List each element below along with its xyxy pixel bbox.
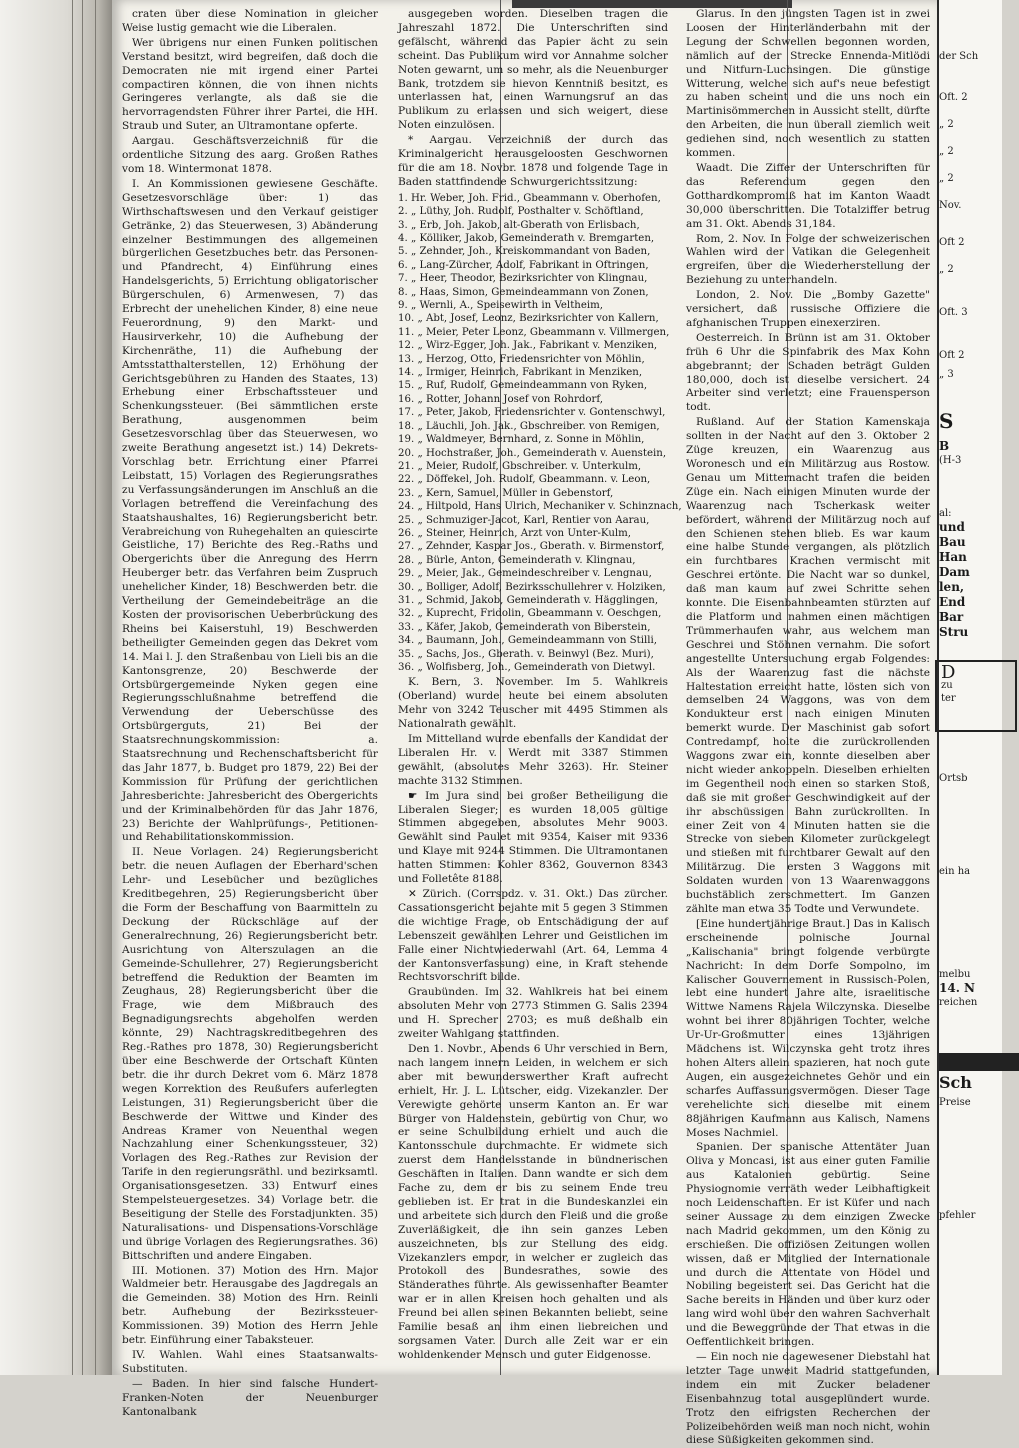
juror-entry: 27. „ Zehnder, Kaspar Jos., Gberath. v. Birmenstorf, xyxy=(398,541,665,553)
column-3 xyxy=(686,8,930,1447)
edge-text: Bar xyxy=(939,610,964,624)
article-paragraph: Aargau. Geschäftsverzeichniß für die ordentliche Sitzung des aarg. Großen Rathes vom 18. Wintermonat 1878. xyxy=(122,135,378,175)
article-paragraph: Glarus. In den jüngsten Tagen ist in zwei Loosen der Hinterländerbahn mit der Legung der Schwellen begonnen worden, nämlich auf der Strecke Ennenda-Mitlödi und Nitfurn-Luchsingen. Die günstige Witterung, welche sich auf's neue befestigt zu haben scheint und die uns noch ein Martinisömmerchen in Aussicht stellt, dürfte den Arbeiten, die nun überall ziemlich weit gediehen sind, noch wesentlich zu statten kommen. xyxy=(686,8,930,160)
edge-text: Nov. xyxy=(939,200,962,211)
juror-entry: 18. „ Läuchli, Joh. Jak., Gbschreiber. von Remigen, xyxy=(398,420,660,432)
juror-entry: 17. „ Peter, Jakob, Friedensrichter v. Gontenschwyl, xyxy=(398,407,666,419)
article-paragraph: Den 1. Novbr., Abends 6 Uhr verschied in Bern, nach langem innern Leiden, in welchem er sich aber mit bewunderswerther Kraft aufrecht erhielt, Hr. J. L. Lütscher, eidg. Vizekanzler. Der Verewigte gehörte unserm Kanton an. Er war Bürger von Haldenstein, gebürtig von Chur, wo er seine Schulbildung erhielt und auch die Kantonsschule durchmachte. Er widmete sich zuerst dem Handelsstande in bündnerischen Geschäften in Italien. Dann wandte er sich dem Fache zu, dem er bis zu seinem Ende treu geblieben ist. Er trat in die Bundeskanzlei ein und arbeitete sich durch den Fleiß und die große Zuverläßigkeit, die ihn sein ganzes Leben auszeichneten, bis zur Stellung des eidg. Vizekanzlers empor, in welcher er zugleich das Protokoll des Bundesrathes, sowie des Ständerathes führte. Als gewissenhafter Beamter war er in allen Kreisen hoch gehalten und als Freund bei allen seinen Bekannten beliebt, seine Familie besaß an ihm einen liebreichen und sorgsamen Vater. Durch alle Zeit war er ein wohldenkender Mensch und guter Eidgenosse. xyxy=(398,1042,668,1361)
juror-entry: 26. „ Steiner, Heinrich, Arzt von Unter-Kulm, xyxy=(398,527,632,539)
article-paragraph: Wer übrigens nur einen Funken politischen Verstand besitzt, wird begreifen, daß doch die Democraten nie mit irgend einer Partei compactiren können, die von ihnen nichts Geringeres verlangte, als daß sie die hervorragendsten Führer ihrer Partei, die HH. Straub und Suter, an Ultramontane opferte. xyxy=(122,36,378,133)
edge-text: „ 3 xyxy=(939,369,954,380)
juror-entry: 25. „ Schmuziger-Jacot, Karl, Rentier von Aarau, xyxy=(398,514,650,526)
juror-entry: 7. „ Heer, Theodor, Bezirksrichter von Klingnau, xyxy=(398,273,648,285)
edge-text: melbu xyxy=(939,969,971,980)
edge-boxed-ad xyxy=(935,660,1017,732)
edge-text: „ 2 xyxy=(939,119,954,130)
juror-entry: 24. „ Hiltpold, Hans Ulrich, Mechaniker v. Schinznach, xyxy=(398,501,682,513)
edge-heading: S xyxy=(939,409,954,433)
article-paragraph: [Eine hundertjährige Braut.] Das in Kalisch erscheinende polnische Journal „Kalischania" bringt folgende verbürgte Nachricht: In dem Dorfe Sompolno, im Kalischer Gouvernement in Russisch-Polen, lebt eine hundert Jahre alte, israelitische Wittwe Namens Rajela Wilczynska. Dieselbe wohnt bei ihrer 80jährigen Tochter, welche Ur-Ur-Großmutter eines 13jährigen Mädchens ist. Wilczynska geht trotz ihres hohen Alters allein spazieren, hat noch gute Augen, ein ausgezeichnetes Gehör und ein scharfes Auffassungsvermögen. Dieser Tage verehelichte sich dieselbe mit einem 88jährigen Kaufmann aus Kalisch, Namens Moses Nachmiel. xyxy=(686,917,930,1139)
juror-entry: 9. „ Wernli, A., Speisewirth in Veltheim, xyxy=(398,300,604,312)
juror-entry: 33. „ Käfer, Jakob, Gemeinderath von Biberstein, xyxy=(398,621,651,633)
article-paragraph: Rußland. Auf der Station Kamenskaja sollten in der Nacht auf den 3. Oktober 2 Züge kreuzen, ein Waarenzug aus Woronesch und ein Militärzug aus Rostow. Genau um Mitternacht trafen die beiden Züge ein. Nach einigen Minuten wurde der Waarenzug nach Tscherkask weiter befördert, während der Militärzug noch auf den Schienen stehen blieb. Es war kaum eine halbe Stunde vergangen, als plötzlich ein furchtbares Krachen vermischt mit Geschrei ertönte. Die Nacht war so dunkel, daß man kaum auf zwei Schritte sehen konnte. Die Eisenbahnbeamten stürzten auf die Platform und nahmen einen mächtigen Trümmerhaufen wahr, aus welchem man Geschrei und Stöhnen vernahm. Die sofort angestellte Untersuchung ergab Folgendes: Als der Waarenzug fast die nächste Haltestation erreicht hatte, lösten sich von demselben 24 Waggons, was von dem Kondukteur erst nach einigen Minuten bemerkt wurde. Der Maschinist gab sofort Contredampf, holte die zurückrollenden Waggons zwar ein, konnte dieselben aber nicht wieder ankoppeln. Dieselben erhielten im Gegentheil noch einen so starken Stoß, daß sie mit großer Geschwindigkeit auf der ihr abschüssigen Bahn zurückrollten. In einer Zeit von 4 Minuten hatten sie die Strecke von sieben Kilometer zurückgelegt und stießen mit furchtbarer Gewalt auf den Militärzug. Die ersten 3 Waggons mit Soldaten wurden von 13 Waarenwaggons buchstäblich zerschmettert. Im Ganzen zählte man etwa 35 Todte und Verwundete. xyxy=(686,416,930,915)
edge-text: (H-3 xyxy=(939,455,962,466)
article-paragraph: Waadt. Die Ziffer der Unterschriften für das Referendum gegen den Gotthardkompromiß hat im Kanton Waadt 30,000 überschritten. Die Totalziffer betrug am 31. Okt. Abends 31,184. xyxy=(686,161,930,230)
article-paragraph: IV. Wahlen. Wahl eines Staatsanwalts-Substituten. xyxy=(122,1349,378,1375)
edge-text: Han xyxy=(939,550,967,564)
newspaper-page xyxy=(112,0,937,1447)
juror-entry: 19. „ Waldmeyer, Bernhard, z. Sonne in Möhlin, xyxy=(398,434,645,446)
edge-text: reichen xyxy=(939,997,978,1008)
edge-text: D xyxy=(941,662,956,683)
juror-entry: 21. „ Meier, Rudolf, Gbschreiber. v. Unterkulm, xyxy=(398,460,642,472)
edge-text: End xyxy=(939,595,966,609)
edge-text: „ 2 xyxy=(939,146,954,157)
edge-text: und xyxy=(939,520,965,534)
juror-entry: 32. „ Kuprecht, Fridolin, Gbeammann v. Oeschgen, xyxy=(398,608,662,620)
juror-entry: 13. „ Herzog, Otto, Friedensrichter von Möhlin, xyxy=(398,353,645,365)
juror-entry: 3. „ Erb, Joh. Jakob, alt-Gberath von Erlisbach, xyxy=(398,219,640,231)
juror-entry: 12. „ Wirz-Egger, Joh. Jak., Fabrikant v. Menziken, xyxy=(398,340,658,352)
article-paragraph: * Aargau. Verzeichniß der durch das Kriminalgericht herausgeloosten Geschwornen für die am 18. Novbr. 1878 und folgende Tage in Baden stattfindende Schwurgerichtssitzung: xyxy=(398,134,668,188)
article-paragraph: III. Motionen. 37) Motion des Hrn. Major Waldmeier betr. Herausgabe des Jagdregals an die Gemeinden. 38) Motion des Hrn. Reinli betr. Aufhebung der Bezirkssteuer-Kommissionen. 39) Motion des Herrn Jehle betr. Einführung einer Tabaksteuer. xyxy=(122,1264,378,1347)
edge-text: Stru xyxy=(939,625,969,639)
juror-entry: 31. „ Schmid, Jakob, Gemeinderath v. Hägglingen, xyxy=(398,594,659,606)
juror-entry: 5. „ Zehnder, Joh., Kreiskommandant von Baden, xyxy=(398,246,651,258)
article-paragraph: Oesterreich. In Brünn ist am 31. Oktober früh 6 Uhr die Spinfabrik des Max Kohn abgebrannt; der Schaden beträgt Gulden 180,000, doch ist dieselbe versichert. 24 Arbeiter sind verletzt; eine Frauensperson todt. xyxy=(686,331,930,414)
column-1 xyxy=(122,8,378,1418)
juror-entry: 10. „ Abt, Josef, Leonz, Bezirksrichter von Kallern, xyxy=(398,313,659,325)
column-2 xyxy=(398,8,682,1363)
article-paragraph: Graubünden. Im 32. Wahlkreis hat bei einem absoluten Mehr von 2773 Stimmen G. Salis 2394 und H. Sprecher 2703; es muß deßhalb ein zweiter Wahlgang stattfinden. xyxy=(398,986,668,1041)
edge-text: „ 2 xyxy=(939,173,954,184)
article-paragraph: — Ein noch nie dagewesener Diebstahl hat letzter Tage unweit Madrid stattgefunden, indem ein mit Zucker beladener Eisenbahnzug total ausgeplündert wurde. Trotz den eifrigsten Recherchen der Polizeibehörden weiß man noch nicht, wohin diese Süßigkeiten gekommen sind. xyxy=(686,1351,930,1447)
juror-entry: 4. „ Kölliker, Jakob, Gemeinderath v. Bremgarten, xyxy=(398,233,655,244)
edge-text: ter xyxy=(941,693,956,704)
edge-text: Preise xyxy=(939,1097,971,1108)
article-paragraph: Im Mittelland wurde ebenfalls der Kandidat der Liberalen Hr. v. Werdt mit 3387 Stimmen gewählt, (absolutes Mehr 3263). Hr. Steiner machte 3132 Stimmen. xyxy=(398,733,668,787)
juror-entry: 8. „ Haas, Simon, Gemeindeammann von Zonen, xyxy=(398,286,649,298)
top-dark-strip xyxy=(512,0,792,8)
article-paragraph: Spanien. Der spanische Attentäter Juan Oliva y Moncasi, ist aus einer guten Familie aus Katalonien gebürtig. Seine Physiognomie verräth weder Leibhaftigkeit noch Leidenschaften. Er ist Küfer und nach seiner Aussage zu dem einzigen Zwecke nach Madrid gekommen, um den König zu erschießen. Die offiziösen Zeitungen wollen wissen, daß er Mitglied der Internationale und durch die Attentate von Hödel und Nobiling begeistert sei. Das Gericht hat die Sache bereits in Händen und über kurz oder lang wird wohl über den wahren Sachverhalt und die Beweggründe der That etwas in die Oeffentlichkeit bringen. xyxy=(686,1141,930,1349)
edge-text: Oft. 3 xyxy=(939,307,968,318)
juror-entry: 14. „ Irmiger, Heinrich, Fabrikant in Menziken, xyxy=(398,367,643,379)
adjacent-page-edge xyxy=(937,0,1002,1375)
juror-list xyxy=(398,192,682,675)
juror-entry: 6. „ Lang-Zürcher, Adolf, Fabrikant in Oftringen, xyxy=(398,259,649,271)
juror-entry: 30. „ Bolliger, Adolf, Bezirksschullehrer v. Holziken, xyxy=(398,581,666,593)
edge-text: B xyxy=(939,439,950,453)
edge-text: der Sch xyxy=(939,51,979,62)
article-paragraph: craten über diese Nomination in gleicher Weise lustig gemacht wie die Liberalen. xyxy=(122,8,378,34)
juror-entry: 11. „ Meier, Peter Leonz, Gbeammann v. Villmergen, xyxy=(398,326,670,338)
juror-entry: 22. „ Döffekel, Joh. Rudolf, Gbeammann. v. Leon, xyxy=(398,474,651,486)
edge-text: Dam xyxy=(939,565,970,579)
edge-text: Ortsb xyxy=(939,773,968,784)
article-paragraph: London, 2. Nov. Die „Bomby Gazette" versichert, daß russische Offiziere die afghanischen Truppen einexerziren. xyxy=(686,289,930,329)
article-paragraph: II. Neue Vorlagen. 24) Regierungsbericht betr. die neuen Auflagen der Eberhard'schen Lehr- und Lesebücher und bezügliches Kreditbegehren, 25) Regierungsbericht über die Form der Beschaffung von Baarmitteln zu Deckung der Rückschläge auf der Generalrechnung, 26) Regierungsbericht betr. Ausrichtung von Alterszulagen an die Gemeinde-Schullehrer, 27) Regierungsbericht betreffend die Reduktion der Beamten im Zeughaus, 28) Regierungsbericht über die Frage, wie dem Mißbrauch des Begnadigungsrechts abgeholfen werden könnte, 29) Nachtragskreditbegehren des Reg.-Rathes pro 1878, 30) Regierungsbericht über eine Beschwerde der Ortschaft Künten betr. die ihr durch Dekret vom 6. März 1878 wegen Korrektion des Reußufers auferlegten Leistungen, 31) Regierungsbericht über die Beschwerde der Wittwe und Kinder des Andreas Kramer von Neuenthal wegen Nachzahlung einer Schenkungssteuer, 32) Vorlagen des Reg.-Rathes zur Revision der Tarife in den regierungsräthl. und bezirksamtl. Organisationsgesetzen. 33) Entwurf eines Stempelsteuergesetzes. 34) Vorlage betr. die Beseitigung der Stelle des Forstadjunkten. 35) Naturalisations- und Dispensations-Vorschläge und übrige Vorlagen des Regierungsrathes. 36) Bittschriften und andere Eingaben. xyxy=(122,846,378,1262)
juror-entry: 2. „ Lüthy, Joh. Rudolf, Posthalter v. Schöftland, xyxy=(398,206,644,218)
article-paragraph: K. Bern, 3. November. Im 5. Wahlkreis (Oberland) wurde heute bei einem absoluten Mehr von 3242 Teuscher mit 4495 Stimmen als Nationalrath gewählt. xyxy=(398,676,668,731)
edge-text: „ 2 xyxy=(939,264,954,275)
edge-text: Oft 2 xyxy=(939,237,965,248)
edge-text: Oft 2 xyxy=(939,350,965,361)
juror-entry: 1. Hr. Weber, Joh. Frid., Gbeammann v. Oberhofen, xyxy=(398,192,661,204)
edge-text: ein ha xyxy=(939,866,971,877)
edge-black-bar xyxy=(939,1053,1019,1071)
juror-entry: 20. „ Hochstraßer, Joh., Gemeinderath v. Auenstein, xyxy=(398,447,667,459)
juror-entry: 29. „ Meier, Jak., Gemeindeschreiber v. Lengnau, xyxy=(398,568,652,580)
edge-text: al: xyxy=(939,508,952,519)
juror-entry: 16. „ Rotter, Johann Josef von Rohrdorf, xyxy=(398,393,603,405)
edge-text: len, xyxy=(939,580,965,594)
juror-entry: 36. „ Wolfisberg, Joh., Gemeinderath von Dietwyl. xyxy=(398,662,656,673)
book-binding xyxy=(0,0,112,1375)
edge-text: Bau xyxy=(939,535,966,549)
juror-entry: 15. „ Ruf, Rudolf, Gemeindeammann von Ryken, xyxy=(398,380,648,392)
edge-text: zu xyxy=(941,680,953,691)
juror-entry: 23. „ Kern, Samuel, Müller in Gebenstorf, xyxy=(398,487,614,499)
edge-text: Oft. 2 xyxy=(939,92,968,103)
article-paragraph: ✕ Zürich. (Corrspdz. v. 31. Okt.) Das zürcher. Cassationsgericht bejahte mit 5 gegen 3 Stimmen die wichtige Frage, ob Entschädigung der auf Lebenszeit gewählten Lehrer und Geistlichen im Falle einer Nichtwiederwahl (Art. 64, Lemma 4 der Kantonsverfassung) eine, in Kraft stehende Rechtsvorschrift bilde. xyxy=(398,888,668,984)
edge-text: 14. N xyxy=(939,981,976,995)
edge-text: Sch xyxy=(939,1073,972,1092)
juror-entry: 35. „ Sachs, Jos., Gberath. v. Beinwyl (Bez. Muri), xyxy=(398,648,654,660)
article-paragraph: I. An Kommissionen gewiesene Geschäfte. Gesetzesvorschläge über: 1) das Wirthschaftswesen und den Verkauf geistiger Getränke, 2) das Steuerwesen, 3) Abänderung einzelner Bestimmungen des allgemeinen bürgerlichen Gesetzbuches betr. das Personen- und Pfandrecht, 4) Einführung eines Handelsgerichts, 5) Errichtung obligatorischer Bürgerschulen, 6) Armenwesen, 7) das Erbrecht der unehelichen Kinder, 8) eine neue Feuerordnung, 9) den Markt- und Hausirverkehr, 10) die Aufhebung der Kirchenräthe, 11) die Aufhebung der Amtsstatthalterstellen, 12) Erhöhung der Gerichtsgebühren zu Handen des Staates, 13) Erhebung einer Erbschaftssteuer und Schenkungssteuer. (Bei sämmtlichen erste Berathung, ausgenommen beim Gesetzesvorschlag über das Steuerwesen, wo zweite Berathung angesetzt ist.) 14) Dekrets-Vorschlag betr. Errichtung einer Pfarrei Leibstatt, 15) Vorlagen des Regierungsrathes zu Verfassungsänderungen im Anschluß an die Vorlagen betreffend die Vereinfachung des Staatshaushaltes, 16) Regierungsbericht betr. Verabreichung von Ruhegehalten an quiescirte Geistliche, 17) Berichte des Reg.-Raths und Obergerichts über die Anregung des Herrn Heuberger betr. das Verfahren beim Zuspruch unehelicher Kinder, 18) Beschwerden betr. die Vertheilung der Gemeindebeiträge an die Kosten der provisorischen Ueberbrückung des Rheins bei Kaiserstuhl, 19) Beschwerden betheiligter Gemeinden gegen das Dekret vom 14. Mai l. J. den Straßenbau von Lieli bis an die Kantonsgrenze, 20) Beschwerde der Ortsbürgergemeinde Nyken gegen eine Regierungsschlußnahme betreffend die Verwendung der Ueberschüsse des Ortsbürgerguts, 21) Bei der Staatsrechnungskommission: a. Staatsrechnung und Rechenschaftsbericht für das Jahr 1877, b. Budget pro 1879, 22) Bei der Kommission für Prüfung der gerichtlichen Jahresberichte: Jahresbericht des Obergerichts und der Kriminalbehörden für das Jahr 1876, 23) Berichte der Wahlprüfungs-, Petitionen- und Rehabilitationskommission. xyxy=(122,177,378,844)
edge-text: pfehler xyxy=(939,1210,976,1221)
juror-entry: 34. „ Baumann, Joh., Gemeindeammann von Stilli, xyxy=(398,635,657,647)
juror-entry: 28. „ Bürle, Anton, Gemeinderath v. Klingnau, xyxy=(398,554,636,566)
article-paragraph: ausgegeben worden. Dieselben tragen die Jahreszahl 1872. Die Unterschriften sind gefälscht, während das Papier ächt zu sein scheint. Das Publikum wird vor Annahme solcher Noten gewarnt, um so mehr, als die Neuenburger Bank, trotzdem sie hievon Kenntniß besitzt, es unterlassen hat, einen Warnungsruf an das Publikum zu erlassen und sich weigert, diese Noten einzulösen. xyxy=(398,8,668,132)
article-paragraph: Rom, 2. Nov. In Folge der schweizerischen Wahlen wird der Vatikan die Gelegenheit ergreifen, über die Wiederherstellung der Beziehung zu unterhandeln. xyxy=(686,232,930,287)
article-paragraph: — Baden. In hier sind falsche Hundert-Franken-Noten der Neuenburger Kantonalbank xyxy=(122,1377,378,1418)
article-paragraph: ☛ Im Jura sind bei großer Betheiligung die Liberalen Sieger; es wurden 18,005 gültige Stimmen abgegeben, absolutes Mehr 9003. Gewählt sind Paulet mit 9354, Kaiser mit 9336 und Klaye mit 9244 Stimmen. Die Ultramontanen hatten Stimmen: Kohler 8362, Gouvernon 8343 und Folletête 8188. xyxy=(398,789,668,886)
